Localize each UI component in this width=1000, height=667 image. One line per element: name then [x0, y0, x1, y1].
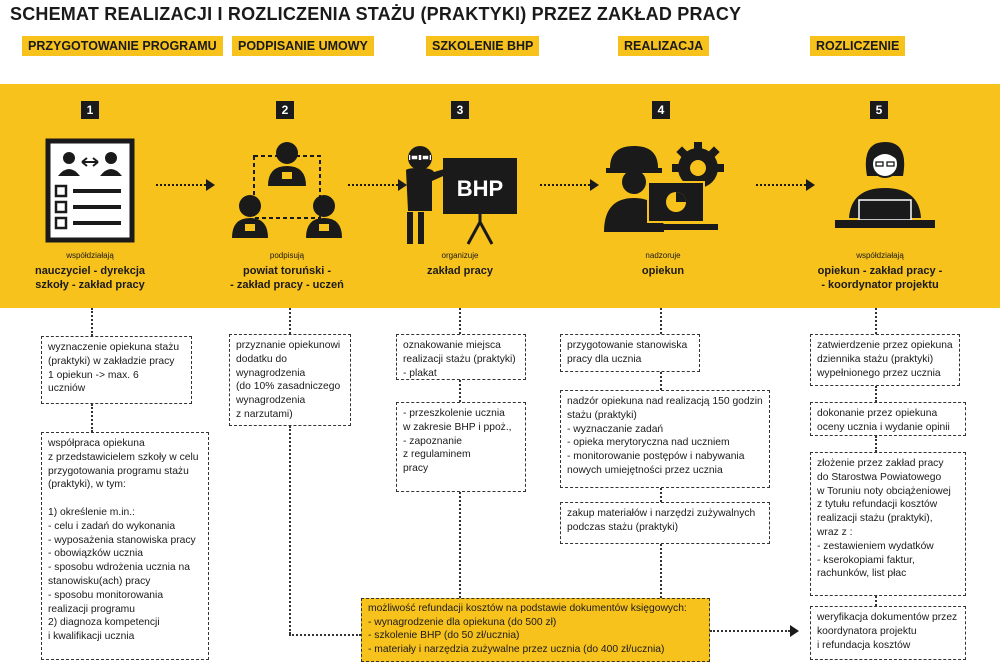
col3-workplace-marking-box: oznakowanie miejsca realizacji stażu (praktyki) - plakat — [396, 334, 526, 380]
col4-supervision-box: nadzór opiekuna nad realizacją 150 godzin stażu (praktyki) - wyznaczanie zadań - opieka merytoryczna nad uczniem - monitorowanie postępów i nabywania nowych umiejętności przez ucznia — [560, 390, 770, 488]
connector-col4-c — [660, 488, 662, 502]
contract-parties-icon — [232, 138, 342, 243]
flow-arrow-2-3 — [348, 184, 398, 187]
step-number-5: 5 — [870, 101, 888, 119]
connector-col3-b — [459, 380, 461, 402]
connector-col4-d — [660, 544, 662, 598]
connector-col1-b — [91, 404, 93, 432]
phase-4-actor: opiekun — [641, 265, 685, 277]
phase-header-5: ROZLICZENIE — [810, 36, 905, 56]
refund-info-box — [361, 598, 710, 662]
phase-header-2: PODPISANIE UMOWY — [232, 36, 374, 56]
bhp-board-text: BHP — [456, 176, 504, 201]
col4-workstation-box: przygotowanie stanowiska pracy dla ucznia — [560, 334, 700, 372]
step-number-2: 2 — [276, 101, 294, 119]
phase-4-verb: nadzoruje — [645, 251, 681, 260]
flow-arrowhead-4-5 — [806, 179, 815, 191]
phase-1-actor: nauczyciel - dyrekcja szkoły - zakład pracy — [34, 265, 146, 291]
connector-col1-a — [91, 308, 93, 336]
page-title: SCHEMAT REALIZACJI I ROZLICZENIA STAŻU (PRAKTYKI) PRZEZ ZAKŁAD PRACY — [10, 4, 742, 24]
col5-verification-box: weryfikacja dokumentów przez koordynatora projektu i refundacja kosztów — [810, 606, 966, 660]
phase-2-verb: podpisują — [269, 251, 305, 260]
refund-heading: możliwość refundacji kosztów na podstawie dokumentów księgowych: — [368, 603, 687, 614]
flow-arrow-1-2 — [156, 184, 206, 187]
phase-header-1: PRZYGOTOWANIE PROGRAMU — [22, 36, 223, 56]
flow-arrowhead-2-3 — [398, 179, 407, 191]
connector-col5-a — [875, 308, 877, 334]
col3-bhp-training-box: - przeszkolenie ucznia w zakresie BHP i ppoż., - zapoznanie z regulaminem pracy — [396, 402, 526, 492]
col2-mentor-bonus-box: przyznanie opiekunowi dodatku do wynagrodzenia (do 10% zasadniczego wynagrodzenia z narzutami) — [229, 334, 351, 426]
step-number-3: 3 — [451, 101, 469, 119]
connector-col4-a — [660, 308, 662, 334]
bhp-training-icon — [398, 138, 523, 248]
col1-assign-mentor-box: wyznaczenie opiekuna stażu (praktyki) w zakładzie pracy 1 opiekun -> max. 6 uczniów — [41, 336, 192, 404]
phase-header-3: SZKOLENIE BHP — [426, 36, 539, 56]
refund-item-mentor-pay: - wynagrodzenie dla opiekuna (do 500 zł) — [368, 616, 557, 628]
connector-col2-b — [289, 426, 291, 634]
refund-item-materials: - materiały i narzędzia zużywalne przez ucznia (do 400 zł/ucznia) — [368, 643, 665, 655]
col5-debit-note-box: złożenie przez zakład pracy do Starostwa Powiatowego w Toruniu noty obciążeniowej z tytułu refundacji kosztów realizacji stażu (praktyki), wraz z : - zestawieniem wydatków - kserokopiami faktur, rachunków, list płac — [810, 452, 966, 596]
phase-3-actor: zakład pracy — [426, 265, 494, 277]
program-document-icon — [45, 138, 135, 243]
connector-refund-to-verify — [710, 630, 790, 632]
connector-col3-c — [459, 492, 461, 598]
flow-arrow-3-4 — [540, 184, 590, 187]
connector-col5-b — [875, 386, 877, 402]
connector-col2-bottom — [289, 634, 361, 636]
refund-item-bhp: - szkolenie BHP (do 50 zł/ucznia) — [368, 630, 520, 641]
col5-journal-approval-box: zatwierdzenie przez opiekuna dziennika stażu (praktyki) wypełnionego przez ucznia — [810, 334, 960, 386]
connector-col3-a — [459, 308, 461, 334]
phase-3-verb: organizuje — [441, 251, 479, 260]
phase-header-4: REALIZACJA — [618, 36, 709, 56]
col4-materials-box: zakup materiałów i narzędzi zużywalnych podczas stażu (praktyki) — [560, 502, 770, 544]
phase-5-actor: opiekun - zakład pracy - - koordynator projektu — [817, 265, 943, 291]
flow-arrow-4-5 — [756, 184, 806, 187]
flow-arrowhead-3-4 — [590, 179, 599, 191]
connector-col5-d — [875, 596, 877, 606]
connector-col5-c — [875, 436, 877, 452]
col1-program-cooperation-box: współpraca opiekuna z przedstawicielem szkoły w celu przygotowania programu stażu (praktyki), w tym: 1) określenie m.in.: - celu i zadań do wykonania - wyposażenia stanowiska pracy - obowiązków ucznia - sposobu wdrożenia ucznia na stanowisku(ach) pracy - sposobu monitorowania realizacji programu 2) diagnoza kompetencji i kwalifikacji ucznia — [41, 432, 209, 660]
coordinator-laptop-icon — [835, 138, 935, 238]
phase-2-actor: powiat toruński - - zakład pracy - uczeń — [230, 265, 344, 291]
col5-evaluation-box: dokonanie przez opiekuna oceny ucznia i wydanie opinii — [810, 402, 966, 436]
connector-col4-b — [660, 372, 662, 390]
phase-1-verb: współdziałają — [66, 251, 114, 260]
connector-refund-arrowhead — [790, 625, 799, 637]
phase-5-verb: współdziałają — [856, 251, 904, 260]
flow-arrowhead-1-2 — [206, 179, 215, 191]
supervision-worker-icon — [600, 138, 725, 238]
step-number-1: 1 — [81, 101, 99, 119]
connector-col2-a — [289, 308, 291, 334]
step-number-4: 4 — [652, 101, 670, 119]
